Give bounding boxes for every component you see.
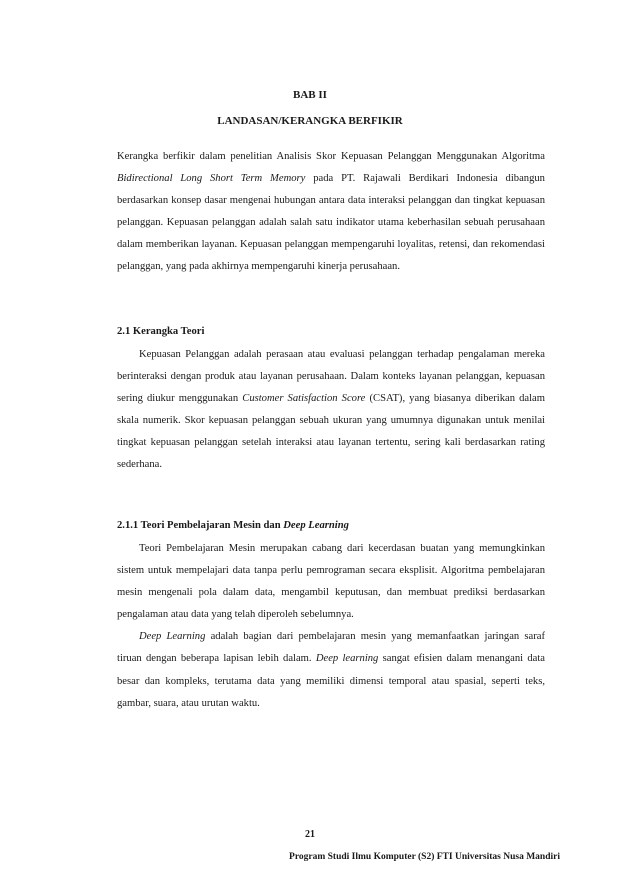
- section-2-1-1-body: [117, 538, 545, 715]
- chapter-title: LANDASAN/KERANGKA BERFIKIR: [217, 115, 403, 127]
- s211-heading-italic: Deep Learning: [283, 520, 349, 531]
- s21-italic-1: Customer Satisfaction Score: [242, 393, 366, 405]
- page-footer: Program Studi Ilmu Komputer (S2) FTI Universitas Nusa Mandiri: [289, 852, 560, 862]
- section-2-1-heading: 2.1 Kerangka Teori: [117, 326, 205, 337]
- chapter-number: BAB II: [293, 89, 327, 101]
- s211-p2-text-2: sangat efisien dalam menangani data besar dan kompleks, terutama data yang memiliki dimensi temporal atau spasial, seperti teks, gambar, suara, atau urutan waktu.: [117, 653, 545, 709]
- s21-text-2: (CSAT), yang biasanya diberikan dalam skala numerik. Skor kepuasan pelanggan sebuah ukuran yang umumnya digunakan untuk menilai tingkat kepuasan pelanggan setelah interaksi atau layanan tertentu, sering kali berdasarkan rating sederhana.: [117, 393, 545, 471]
- intro-text-1: Kerangka berfikir dalam penelitian Analisis Skor Kepuasan Pelanggan Menggunakan Algoritma: [117, 151, 545, 162]
- s211-heading-plain: 2.1.1 Teori Pembelajaran Mesin dan: [117, 520, 284, 531]
- intro-italic-1: Bidirectional Long Short Term Memory: [117, 173, 306, 185]
- page-number: 21: [305, 829, 315, 840]
- section-2-1-1-heading: [117, 519, 545, 533]
- section-2-1-paragraph: [117, 344, 545, 477]
- intro-paragraph: [117, 146, 545, 279]
- s211-p2-italic-2: Deep learning: [315, 653, 379, 665]
- s211-paragraph-1: Teori Pembelajaran Mesin merupakan cabang dari kecerdasan buatan yang memungkinkan sistem untuk mempelajari data tanpa perlu pemrograman secara eksplisit. Algoritma pembelajaran mesin mengenali pola dalam data, mengambil keputusan, dan membuat prediksi berdasarkan pengalaman atau data yang telah diperoleh sebelumnya.: [117, 543, 545, 621]
- s211-p2-text-1: adalah bagian dari pembelajaran mesin yang memanfaatkan jaringan saraf tiruan dengan beberapa lapisan lebih dalam.: [117, 631, 545, 665]
- s211-paragraph-2: [117, 626, 545, 714]
- s211-p2-italic-1: Deep Learning: [139, 631, 206, 643]
- intro-text-2: pada PT. Rajawali Berdikari Indonesia dibangun berdasarkan konsep dasar mengenai hubungan antara data interaksi pelanggan dan tingkat kepuasan pelanggan. Kepuasan pelanggan adalah salah satu indikator utama keberhasilan sebuah perusahaan dalam memberikan layanan. Kepuasan pelanggan mempengaruhi loyalitas, retensi, dan rekomendasi pelanggan, yang pada akhirnya mempengaruhi kinerja perusahaan.: [117, 173, 545, 273]
- s21-text-1: Kepuasan Pelanggan adalah perasaan atau evaluasi pelanggan terhadap pengalaman mereka berinteraksi dengan produk atau layanan perusahaan. Dalam konteks layanan pelanggan, kepuasan sering diukur menggunakan: [117, 349, 545, 405]
